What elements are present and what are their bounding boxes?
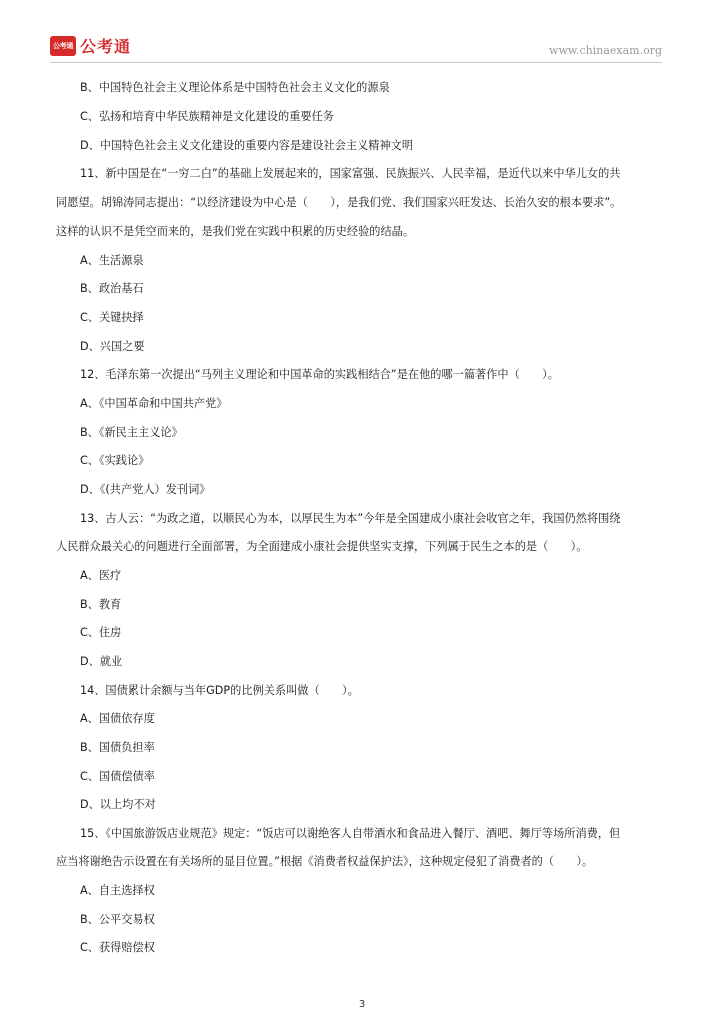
option-line: A、自主选择权 [80, 884, 155, 897]
page-number: 3 [358, 999, 366, 1010]
logo-mark-icon: 公考通 [50, 36, 76, 56]
option-line: C、弘扬和培育中华民族精神是文化建设的重要任务 [80, 110, 334, 123]
option-line: D、就业 [80, 655, 123, 668]
question-text: 这样的认识不是凭空而来的，是我们党在实践中积累的历史经验的结晶。 [56, 225, 415, 238]
site-url: www.chinaexam.org [549, 44, 662, 57]
question-13: 13、古人云：“为政之道，以顺民心为本，以厚民生为本”今年是全国建成小康社会收官之年，我国仍然将围绕 [80, 512, 621, 525]
option-line: C、关键抉择 [80, 311, 144, 324]
option-line: A、国债依存度 [80, 712, 155, 725]
option-line: B、政治基石 [80, 282, 144, 295]
option-line: D、兴国之要 [80, 340, 145, 353]
option-line: B、《新民主主义论》 [80, 426, 183, 439]
option-line: B、教育 [80, 598, 122, 611]
logo-text: 公考通 [80, 37, 132, 56]
option-line: A、生活源泉 [80, 254, 144, 267]
option-line: A、医疗 [80, 569, 122, 582]
option-line: D、《(共产党人）发刊词》 [80, 483, 211, 496]
option-line: C、住房 [80, 626, 122, 639]
option-line: B、中国特色社会主义理论体系是中国特色社会主义文化的源泉 [80, 81, 390, 94]
question-text: 人民群众最关心的问题进行全面部署，为全面建成小康社会提供坚实支撑，下列属于民生之本的是（ ）。 [56, 540, 588, 553]
option-line: C、国债偿债率 [80, 770, 155, 783]
question-15: 15、《中国旅游饭店业规范》规定：“饭店可以谢绝客人自带酒水和食品进入餐厅、酒吧、舞厅等场所消费，但 [80, 827, 621, 840]
header-divider [50, 62, 662, 63]
question-14: 14、国债累计余额与当年GDP的比例关系叫做（ ）。 [80, 684, 359, 697]
page-header [0, 0, 724, 64]
question-text: 同愿望。胡锦涛同志提出：“以经济建设为中心是（ ），是我们党、我们国家兴旺发达、长治久安的根本要求”。 [56, 196, 622, 209]
option-line: C、《实践论》 [80, 454, 150, 467]
option-line: D、以上均不对 [80, 798, 156, 811]
question-11: 11、新中国是在“一穷二白”的基础上发展起来的，国家富强、民族振兴、人民幸福，是近代以来中华儿女的共 [80, 167, 621, 180]
question-text: 应当将谢绝告示设置在有关场所的显目位置。”根据《消费者权益保护法》，这种规定侵犯了消费者的（ ）。 [56, 855, 594, 868]
question-12: 12、毛泽东第一次提出“马列主义理论和中国革命的实践相结合”是在他的哪一篇著作中（ ）。 [80, 368, 559, 381]
option-line: B、国债负担率 [80, 741, 155, 754]
logo [50, 34, 131, 57]
option-line: A、《中国革命和中国共产党》 [80, 397, 228, 410]
option-line: C、获得赔偿权 [80, 941, 155, 954]
option-line: B、公平交易权 [80, 913, 155, 926]
option-line: D、中国特色社会主义文化建设的重要内容是建设社会主义精神文明 [80, 139, 414, 152]
